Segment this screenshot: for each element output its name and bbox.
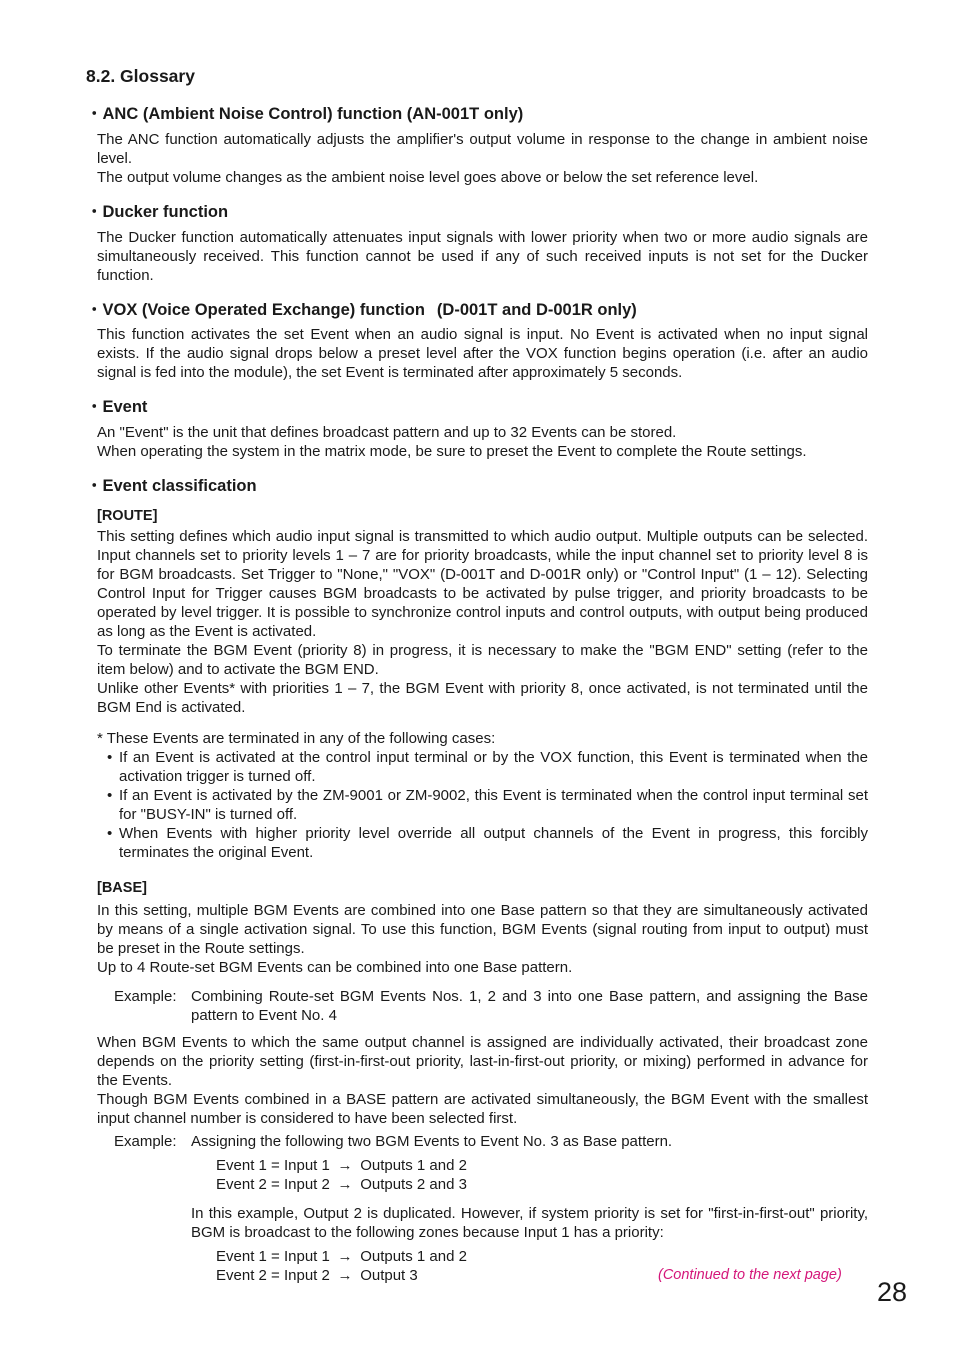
arrow-right-icon: → [337, 1176, 353, 1193]
anc-paragraph-2: The output volume changes as the ambient noise level goes above or below the set reference level. [97, 169, 759, 186]
route-description [97, 527, 868, 717]
mapping-source: Event 2 = Input 2 [216, 1176, 330, 1193]
base-priority-description [97, 1033, 868, 1128]
footnote-bullet-text: When Events with higher priority level override all output channels of the Event in progress, this forcibly terminates the original Event. [119, 825, 868, 861]
example-text: Assigning the following two BGM Events to Event No. 3 as Base pattern. [191, 1133, 673, 1150]
event-heading: ・Event [86, 398, 148, 416]
example-label: Example: [114, 1133, 177, 1150]
vox-description [97, 325, 868, 382]
mapping-source: Event 1 = Input 1 [216, 1248, 330, 1265]
vox-heading-main: ・VOX (Voice Operated Exchange) function [86, 301, 425, 319]
arrow-right-icon: → [337, 1267, 353, 1284]
anc-paragraph-1: The ANC function automatically adjusts the amplifier's output volume in response to the change in ambient noise level. [97, 131, 868, 167]
mapping-target: Outputs 1 and 2 [360, 1248, 467, 1265]
event-mapping-row [216, 1266, 418, 1285]
mapping-source: Event 2 = Input 2 [216, 1267, 330, 1284]
base-paragraph-2: Up to 4 Route-set BGM Events can be combined into one Base pattern. [97, 959, 573, 976]
vox-heading [86, 300, 637, 320]
route-paragraph-3: Unlike other Events* with priorities 1 – 7, the BGM Event with priority 8, once activated, is not terminated until the BGM End is activated. [97, 680, 868, 716]
mapping-target: Output 3 [360, 1267, 418, 1284]
mapping-source: Event 1 = Input 1 [216, 1157, 330, 1174]
arrow-right-icon: → [337, 1157, 353, 1174]
base-label: [BASE] [97, 880, 147, 896]
continued-note: (Continued to the next page) [658, 1267, 842, 1283]
page-number: 28 [877, 1277, 908, 1307]
footnote-bullet [97, 786, 868, 824]
bullet-mark: • [107, 787, 113, 804]
event-mapping-row [216, 1247, 467, 1266]
route-label: [ROUTE] [97, 508, 158, 524]
ducker-description [97, 228, 868, 285]
base-paragraph-4: Though BGM Events combined in a BASE pattern are activated simultaneously, the BGM Event with the smallest input channel number is considered to have been selected first. [97, 1091, 868, 1127]
footnote-bullet [97, 748, 868, 786]
bullet-mark: • [107, 749, 113, 766]
event-mapping-row [216, 1175, 467, 1194]
vox-heading-models: (D-001T and D-001R only) [436, 301, 637, 319]
vox-paragraph-1: This function activates the set Event when an audio signal is input. No Event is activated when no input signal exists. If the audio signal drops below a preset level after the VOX function begins operation (i.e. after an audio signal is fed into the module), the set Event is terminated after approximately 5 seconds. [97, 326, 868, 381]
event-classification-heading: ・Event classification [86, 477, 257, 495]
route-paragraph-1: This setting defines which audio input signal is transmitted to which audio output. Multiple outputs can be selected. Input channels set to priority levels 1 – 7 are for priority broadcasts, while the input channel set to priority level 8 is for BGM broadcasts. Set Trigger to "None," "VOX" (D-001T and D-001R only) or "Control Input" (1 – 12). Selecting Control Input for Trigger causes BGM broadcasts to be activated by pulse trigger, and priority broadcasts to be operated by level trigger. It is possible to synchronize control inputs and control outputs, with output being produced as long as the Event is activated. [97, 528, 868, 640]
duplication-explanation: In this example, Output 2 is duplicated. However, if system priority is set for "first-in-first-out" priority, BGM is broadcast to the following zones because Input 1 has a priority: [191, 1205, 868, 1241]
arrow-right-icon: → [337, 1248, 353, 1265]
example-label: Example: [114, 988, 177, 1005]
base-paragraph-3: When BGM Events to which the same output channel is assigned are individually activated, their broadcast zone depends on the priority setting (first-in-first-out priority, last-in-first-out priority, or mixing) performed in advance for the Events. [97, 1034, 868, 1089]
route-paragraph-2: To terminate the BGM Event (priority 8) in progress, it is necessary to make the "BGM END" setting (refer to the item below) and to activate the BGM END. [97, 642, 868, 678]
base-description [97, 901, 868, 977]
event-mapping-row [216, 1156, 467, 1175]
anc-heading: ・ANC (Ambient Noise Control) function (AN-001T only) [86, 105, 524, 123]
section-title: 8.2. Glossary [86, 66, 195, 86]
base-example-1 [114, 987, 868, 1025]
base-paragraph-1: In this setting, multiple BGM Events are combined into one Base pattern so that they are simultaneously activated by means of a single activation signal. To use this function, BGM Events (signal routing from input to output) must be preset in the Route settings. [97, 902, 868, 957]
anc-description [97, 130, 868, 187]
mapping-target: Outputs 1 and 2 [360, 1157, 467, 1174]
route-footnote [97, 729, 868, 862]
event-paragraph-2: When operating the system in the matrix mode, be sure to preset the Event to complete the Route settings. [97, 443, 807, 460]
event-description [97, 423, 868, 461]
bullet-mark: • [107, 825, 113, 842]
ducker-paragraph-1: The Ducker function automatically attenuates input signals with lower priority when two or more audio signals are simultaneously received. This function cannot be used if any of such received inputs is not set for the Ducker function. [97, 229, 868, 284]
mapping-target: Outputs 2 and 3 [360, 1176, 467, 1193]
example-text: Combining Route-set BGM Events Nos. 1, 2 and 3 into one Base pattern, and assigning the Base pattern to Event No. 4 [191, 988, 868, 1024]
footnote-lead: * These Events are terminated in any of the following cases: [97, 730, 496, 747]
footnote-bullet [97, 824, 868, 862]
footnote-bullet-text: If an Event is activated by the ZM-9001 or ZM-9002, this Event is terminated when the control input terminal set for "BUSY-IN" is turned off. [119, 787, 868, 823]
base-example-2 [114, 1132, 868, 1151]
ducker-heading: ・Ducker function [86, 203, 229, 221]
event-paragraph-1: An "Event" is the unit that defines broadcast pattern and up to 32 Events can be stored. [97, 424, 677, 441]
footnote-bullet-text: If an Event is activated at the control input terminal or by the VOX function, this Event is terminated when the activation trigger is turned off. [119, 749, 868, 785]
